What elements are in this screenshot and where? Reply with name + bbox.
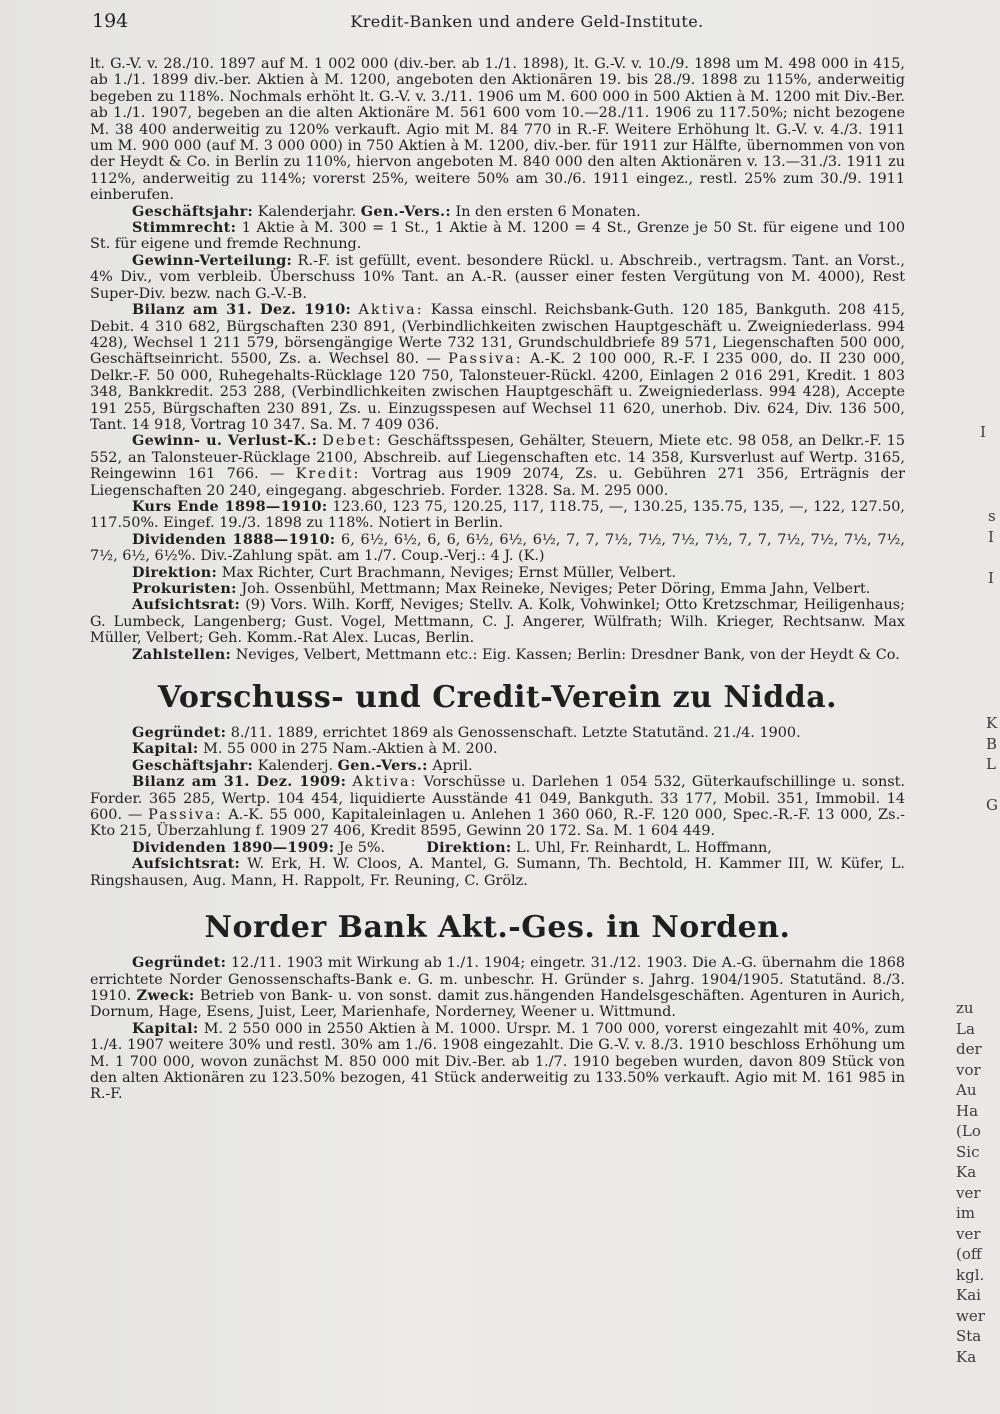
authorized-officers-label: Prokuristen: — [132, 580, 237, 597]
share-price-entry — [90, 499, 905, 532]
capital-entry-norden — [90, 1021, 905, 1103]
facing-page-fragment-line: G — [986, 796, 998, 814]
facing-page-fragment-line: L — [986, 755, 996, 773]
voting-rights-entry — [90, 220, 905, 253]
management-entry — [90, 565, 905, 581]
facing-page-fragment-line: Sic — [956, 1142, 980, 1161]
liabilities-text: A.-K. 55 000, Kapitaleinlagen u. Anlehen 1 360 060, R.-F. 120 000, Spec.-R.-F. 13 000, Zs.-Kto 215, Überzahlung f. 1909 27 406, Kredit 8595, Gewinn 20 172. Sa. M. 1 604 449. — [90, 807, 906, 840]
debit-word: Debet: — [322, 433, 383, 450]
facing-page-fragment-a — [980, 422, 1000, 443]
capital-history-paragraph: lt. G.-V. v. 28./10. 1897 auf M. 1 002 000 (div.-ber. ab 1./1. 1898), lt. G.-V. v. 10./9. 1898 um M. 498 000 in 415, ab 1./1. 1899 div.-ber. Aktien à M. 1200, angeboten den Aktionären 19. bis 28./9. 1898 zu 115%, anderweitig begeben zu 118%. Nochmals erhöht lt. G.-V. v. 3./11. 1906 um M. 600 000 in 500 Aktien à M. 1200 mit Div.-Ber. ab 1./1. 1907, begeben an die alten Aktionäre M. 561 600 vom 10.—28./11. 1906 zu 117.50%; nicht bezogene M. 38 400 anderweitig zu 120% verkauft. Agio mit M. 84 770 in R.-F. Weitere Erhöhung lt. G.-V. v. 4./3. 1911 um M. 900 000 (auf M. 3 000 000) in 750 Aktien à M. 1200, div.-ber. für 1911 zur Hälfte, übernommen von von der Heydt & Co. in Berlin zu 110%, hiervon angeboten M. 840 000 den alten Aktionären v. 13.—31./3. 1911 zu 112%, anderweitig zu 114%; vorerst 25%, weitere 50% am 30./6. 1911 eingez., restl. 25% zum 30./9. 1911 einberufen. — [90, 56, 905, 204]
facing-page-fragment-line: I — [980, 423, 986, 441]
management-value: L. Uhl, Fr. Reinhardt, L. Hoffmann, — [511, 839, 772, 856]
supervisory-board-label: Aufsichtsrat: — [132, 855, 241, 873]
fiscal-year-entry — [90, 204, 905, 220]
founded-value: 8./11. 1889, errichtet 1869 als Genossenschaft. Letzte Statutänd. 21./4. 1900. — [226, 725, 801, 742]
facing-page-fragment-line: B — [986, 734, 998, 753]
facing-page-fragment-line: der — [956, 1040, 982, 1058]
facing-page-fragment-line: ver — [956, 1183, 981, 1202]
facing-page-fragment-line: vor — [956, 1060, 981, 1079]
balance-sheet-label: Bilanz am 31. Dez. 1909: — [132, 773, 347, 791]
section-title-norden: Norder Bank Akt.-Ges. in Norden. — [204, 910, 791, 946]
fiscal-year-label: Geschäftsjahr: — [132, 202, 254, 220]
assets-text: Vorschüsse u. Darlehen 1 054 532, Güterkaufschillinge u. sonst. Forder. 365 285, Wertp. 104 454, liquidierte Ausstände 41 049, Bankguth. 33 177, Mobil. 351, Immobil. 14 600. — — [90, 774, 905, 824]
facing-page-fragment-line: Kai — [956, 1286, 981, 1304]
facing-page-fragment-line: I — [988, 568, 994, 587]
dividends-value: 6, 6½, 6½, 6, 6, 6½, 6½, 6½, 7, 7, 7½, 7½, 7½, 7½, 7, 7, 7½, 7½, 7½, 7½, 7½, 6½, 6½%. Div.-Zahlung spät. am 1./7. Coup.-Verj.: 4 J. (K.) — [90, 531, 905, 565]
facing-page-fragment-d — [956, 998, 1000, 1367]
balance-sheet-label: Bilanz am 31. Dez. 1910: — [132, 301, 352, 319]
running-head-title: Kredit-Banken und andere Geld-Institute. — [350, 12, 704, 31]
voting-rights-value: 1 Aktie à M. 300 = 1 St., 1 Aktie à M. 1200 = 4 St., Grenze je 50 St. für eigene und 100 St. für eigene und fremde Rechnung. — [90, 220, 905, 253]
facing-page-fragment-line: La — [956, 1019, 975, 1038]
liabilities-word: Passiva: — [148, 807, 223, 824]
management-label: Direktion: — [426, 838, 512, 856]
facing-page-fragment-line — [986, 775, 1000, 796]
founded-entry-nidda — [90, 725, 905, 741]
management-label: Direktion: — [132, 563, 218, 581]
facing-page-fragment-line: Ka — [956, 1163, 977, 1181]
supervisory-board-entry — [90, 597, 905, 646]
supervisory-board-value: (9) Vors. Wilh. Korff, Neviges; Stellv. A. Kolk, Vohwinkel; Otto Kretzschmar, Heiligenhaus; G. Lumbeck, Langenberg; Gust. Vogel, Mettmann, C. J. Angerer, Wülfrath; Wilh. Krieger, Rechtsanw. Max Müller, Velbert; Geh. Komm.-Rat Alex. Lucas, Berlin. — [90, 597, 905, 647]
facing-page-fragment-line: Sta — [956, 1327, 982, 1345]
fiscal-year-label: Geschäftsjahr: — [132, 756, 254, 774]
running-head — [92, 8, 962, 38]
share-price-label: Kurs Ende 1898—1910: — [132, 497, 328, 515]
facing-page-fragment-line: kgl. — [956, 1265, 985, 1284]
facing-page-fragment-c — [986, 713, 1000, 816]
debit-text: Geschäftsspesen, Gehälter, Steuern, Miete etc. 98 058, an Delkr.-F. 15 552, an Talonsteuer-Rücklage 2100, Abschreib. auf Liegenschaften etc. 14 358, Kursverlust auf Wertp. 3165, Reingewinn 161 766. — — [90, 433, 905, 483]
dividends-management-entry-nidda — [90, 840, 905, 856]
dividends-label: Dividenden 1888—1910: — [132, 530, 336, 548]
dividends-label: Dividenden 1890—1909: — [132, 838, 335, 856]
facing-page-fragment-line: Ka — [956, 1347, 977, 1366]
general-meeting-value: In den ersten 6 Monaten. — [450, 203, 641, 220]
facing-page-fragment-line: K — [986, 714, 998, 732]
profit-distribution-label: Gewinn-Verteilung: — [132, 251, 293, 269]
assets-text: Kassa einschl. Reichsbank-Guth. 120 185, Bankguth. 208 415, Debit. 4 310 682, Bürgschaften 230 891, (Verbindlichkeiten zwischen Hauptgeschäft u. Zweigniederlass. 994 428), Wechsel 1 211 579, börsengängige Werte 732 131, Grundschuldbriefe 89 571, Liegenschaften 500 000, Geschäftseinricht. 5500, Zs. a. Wechsel 80. — — [90, 302, 906, 368]
paying-agents-entry — [90, 647, 905, 663]
general-meeting-value: April. — [427, 757, 473, 774]
assets-word: Aktiva: — [358, 302, 424, 319]
facing-page-fragment-line: wer — [956, 1306, 985, 1325]
liabilities-text: A.-K. 2 100 000, R.-F. I 235 000, do. II 230 000, Delkr.-F. 50 000, Ruhegehalts-Rücklage 120 750, Talonsteuer-Rückl. 4200, Einlagen 2 016 291, Kredit. 1 803 348, Bankkredit. 253 288, (Verbindlichkeiten zwischen Hauptgeschäft u. Zweigniederlass. 994 428), Accepte 191 255, Bürgschaften 230 891, Zs. u. Einzugsspesen auf Wechsel 11 620, unerhob. Div. 624, Div. 136 500, Tant. 14 918, Vortrag 10 347. Sa. M. 7 409 036. — [90, 351, 905, 433]
purpose-value: Betrieb von Bank- u. von sonst. damit zus.hängenden Handelsgeschäften. Agenturen in Aurich, Dornum, Hage, Esens, Juist, Leer, Marienhafe, Norderney, Weener u. Wittmund. — [90, 987, 905, 1021]
voting-rights-label: Stimmrecht: — [132, 219, 237, 237]
capital-label: Kapital: — [132, 740, 199, 758]
profit-loss-entry — [90, 433, 905, 499]
balance-sheet-entry-nidda — [90, 774, 905, 840]
management-value: Max Richter, Curt Brachmann, Neviges; Ernst Müller, Velbert. — [217, 564, 677, 581]
credit-text: Vortrag aus 1909 2074, Zs. u. Gebühren 271 356, Erträgnis der Liegenschaften 20 240, eingegang. abgeschrieb. Forder. 1328. Sa. M. 295 000. — [90, 466, 906, 499]
facing-page-fragment-b — [988, 506, 1000, 588]
facing-page-fragment-line: (Lo — [956, 1122, 981, 1140]
purpose-label: Zweck: — [136, 986, 195, 1004]
paying-agents-value: Neviges, Velbert, Mettmann etc.: Eig. Kassen; Berlin: Dresdner Bank, von der Heydt & Co. — [231, 646, 900, 663]
authorized-officers-value: Joh. Ossenbühl, Mettmann; Max Reineke, Neviges; Peter Döring, Emma Jahn, Velbert. — [236, 581, 871, 597]
facing-page-fragment-line: Au — [956, 1081, 977, 1099]
dividends-entry — [90, 532, 905, 565]
facing-page-fragment-line — [988, 547, 1000, 568]
fiscal-year-value: Kalenderj. — [253, 757, 338, 774]
balance-sheet-entry — [90, 302, 905, 433]
founded-label: Gegründet: — [132, 724, 227, 742]
fiscal-year-entry-nidda — [90, 758, 905, 774]
fiscal-year-value: Kalenderjahr. — [253, 203, 361, 220]
credit-word: Kredit: — [295, 466, 361, 483]
facing-page-fragment-line: s — [988, 507, 996, 525]
profit-loss-label: Gewinn- u. Verlust-K.: — [132, 432, 318, 450]
general-meeting-label: Gen.-Vers.: — [337, 756, 428, 774]
profit-distribution-value: R.-F. ist gefüllt, event. besondere Rückl. u. Abschreib., vertragsm. Tant. an Vorst., 4% Div., vom verbleib. Überschuss 10% Tant. an A.-R. (ausser einer festen Vergütung von M. 4000), Rest Super-Div. bezw. nach G.-V.-B. — [90, 252, 905, 302]
capital-label: Kapital: — [132, 1019, 199, 1037]
supervisory-board-entry-nidda — [90, 856, 905, 889]
supervisory-board-label: Aufsichtsrat: — [132, 596, 241, 614]
facing-page-fragment-line: im — [956, 1204, 976, 1222]
liabilities-word: Passiva: — [448, 351, 523, 368]
facing-page-fragment-line: (off — [956, 1245, 982, 1263]
authorized-officers-entry — [90, 581, 905, 597]
capital-entry-nidda — [90, 741, 905, 757]
facing-page-fragment-line: zu — [956, 999, 974, 1017]
dividends-value: Je 5%. — [334, 839, 390, 856]
profit-distribution-entry — [90, 253, 905, 302]
page-number: 194 — [92, 10, 129, 32]
facing-page-fragment-line: ver — [956, 1224, 981, 1243]
founded-value: 12./11. 1903 mit Wirkung ab 1./1. 1904; eingetr. 31./12. 1903. Die A.-G. übernahm die 1868 errichtete Norder Genossenschafts-Bank e. G. m. unbeschr. H. Gründer s. Jahrg. 1904/1905. Statutänd. 8./3. 1910. — [90, 955, 905, 1004]
text-column — [90, 56, 905, 1103]
section-title-nidda: Vorschuss- und Credit-Verein zu Nidda. — [157, 680, 838, 716]
facing-page-fragment-line: Ha — [956, 1101, 979, 1120]
paying-agents-label: Zahlstellen: — [132, 645, 232, 663]
capital-value: M. 2 550 000 in 2550 Aktien à M. 1000. Urspr. M. 1 700 000, vorerst eingezahlt mit 40%, zum 1./4. 1907 weitere 30% und restl. 30% am 1./6. 1908 eingezahlt. Die G.-V. v. 8./3. 1910 beschloss Erhöhung um M. 1 700 000, wovon zunächst M. 850 000 mit Div.-Ber. ab 1./7. 1910 begeben wurden, davon 809 Stück von den alten Aktionären zu 123.50% bezogen, 41 Stück anderweitig zu 133.50% verkauft. Agio mit M. 161 985 in R.-F. — [90, 1020, 905, 1103]
assets-word: Aktiva: — [352, 774, 418, 791]
capital-value: M. 55 000 in 275 Nam.-Aktien à M. 200. — [198, 741, 498, 758]
founded-entry-norden — [90, 955, 905, 1021]
supervisory-board-value: W. Erk, H. W. Cloos, A. Mantel, G. Sumann, Th. Bechtold, H. Kammer III, W. Küfer, L. Ringshausen, Aug. Mann, H. Rappolt, Fr. Reuning, C. Grölz. — [90, 856, 905, 889]
founded-label: Gegründet: — [132, 954, 227, 972]
general-meeting-label: Gen.-Vers.: — [360, 202, 451, 220]
facing-page-fragment-line: I — [988, 527, 994, 546]
share-price-value: 123.60, 123 75, 120.25, 117, 118.75, —, 130.25, 135.75, 135, —, 122, 127.50, 117.50%. Eingef. 19./3. 1898 zu 118%. Notiert in Berlin. — [90, 498, 905, 532]
